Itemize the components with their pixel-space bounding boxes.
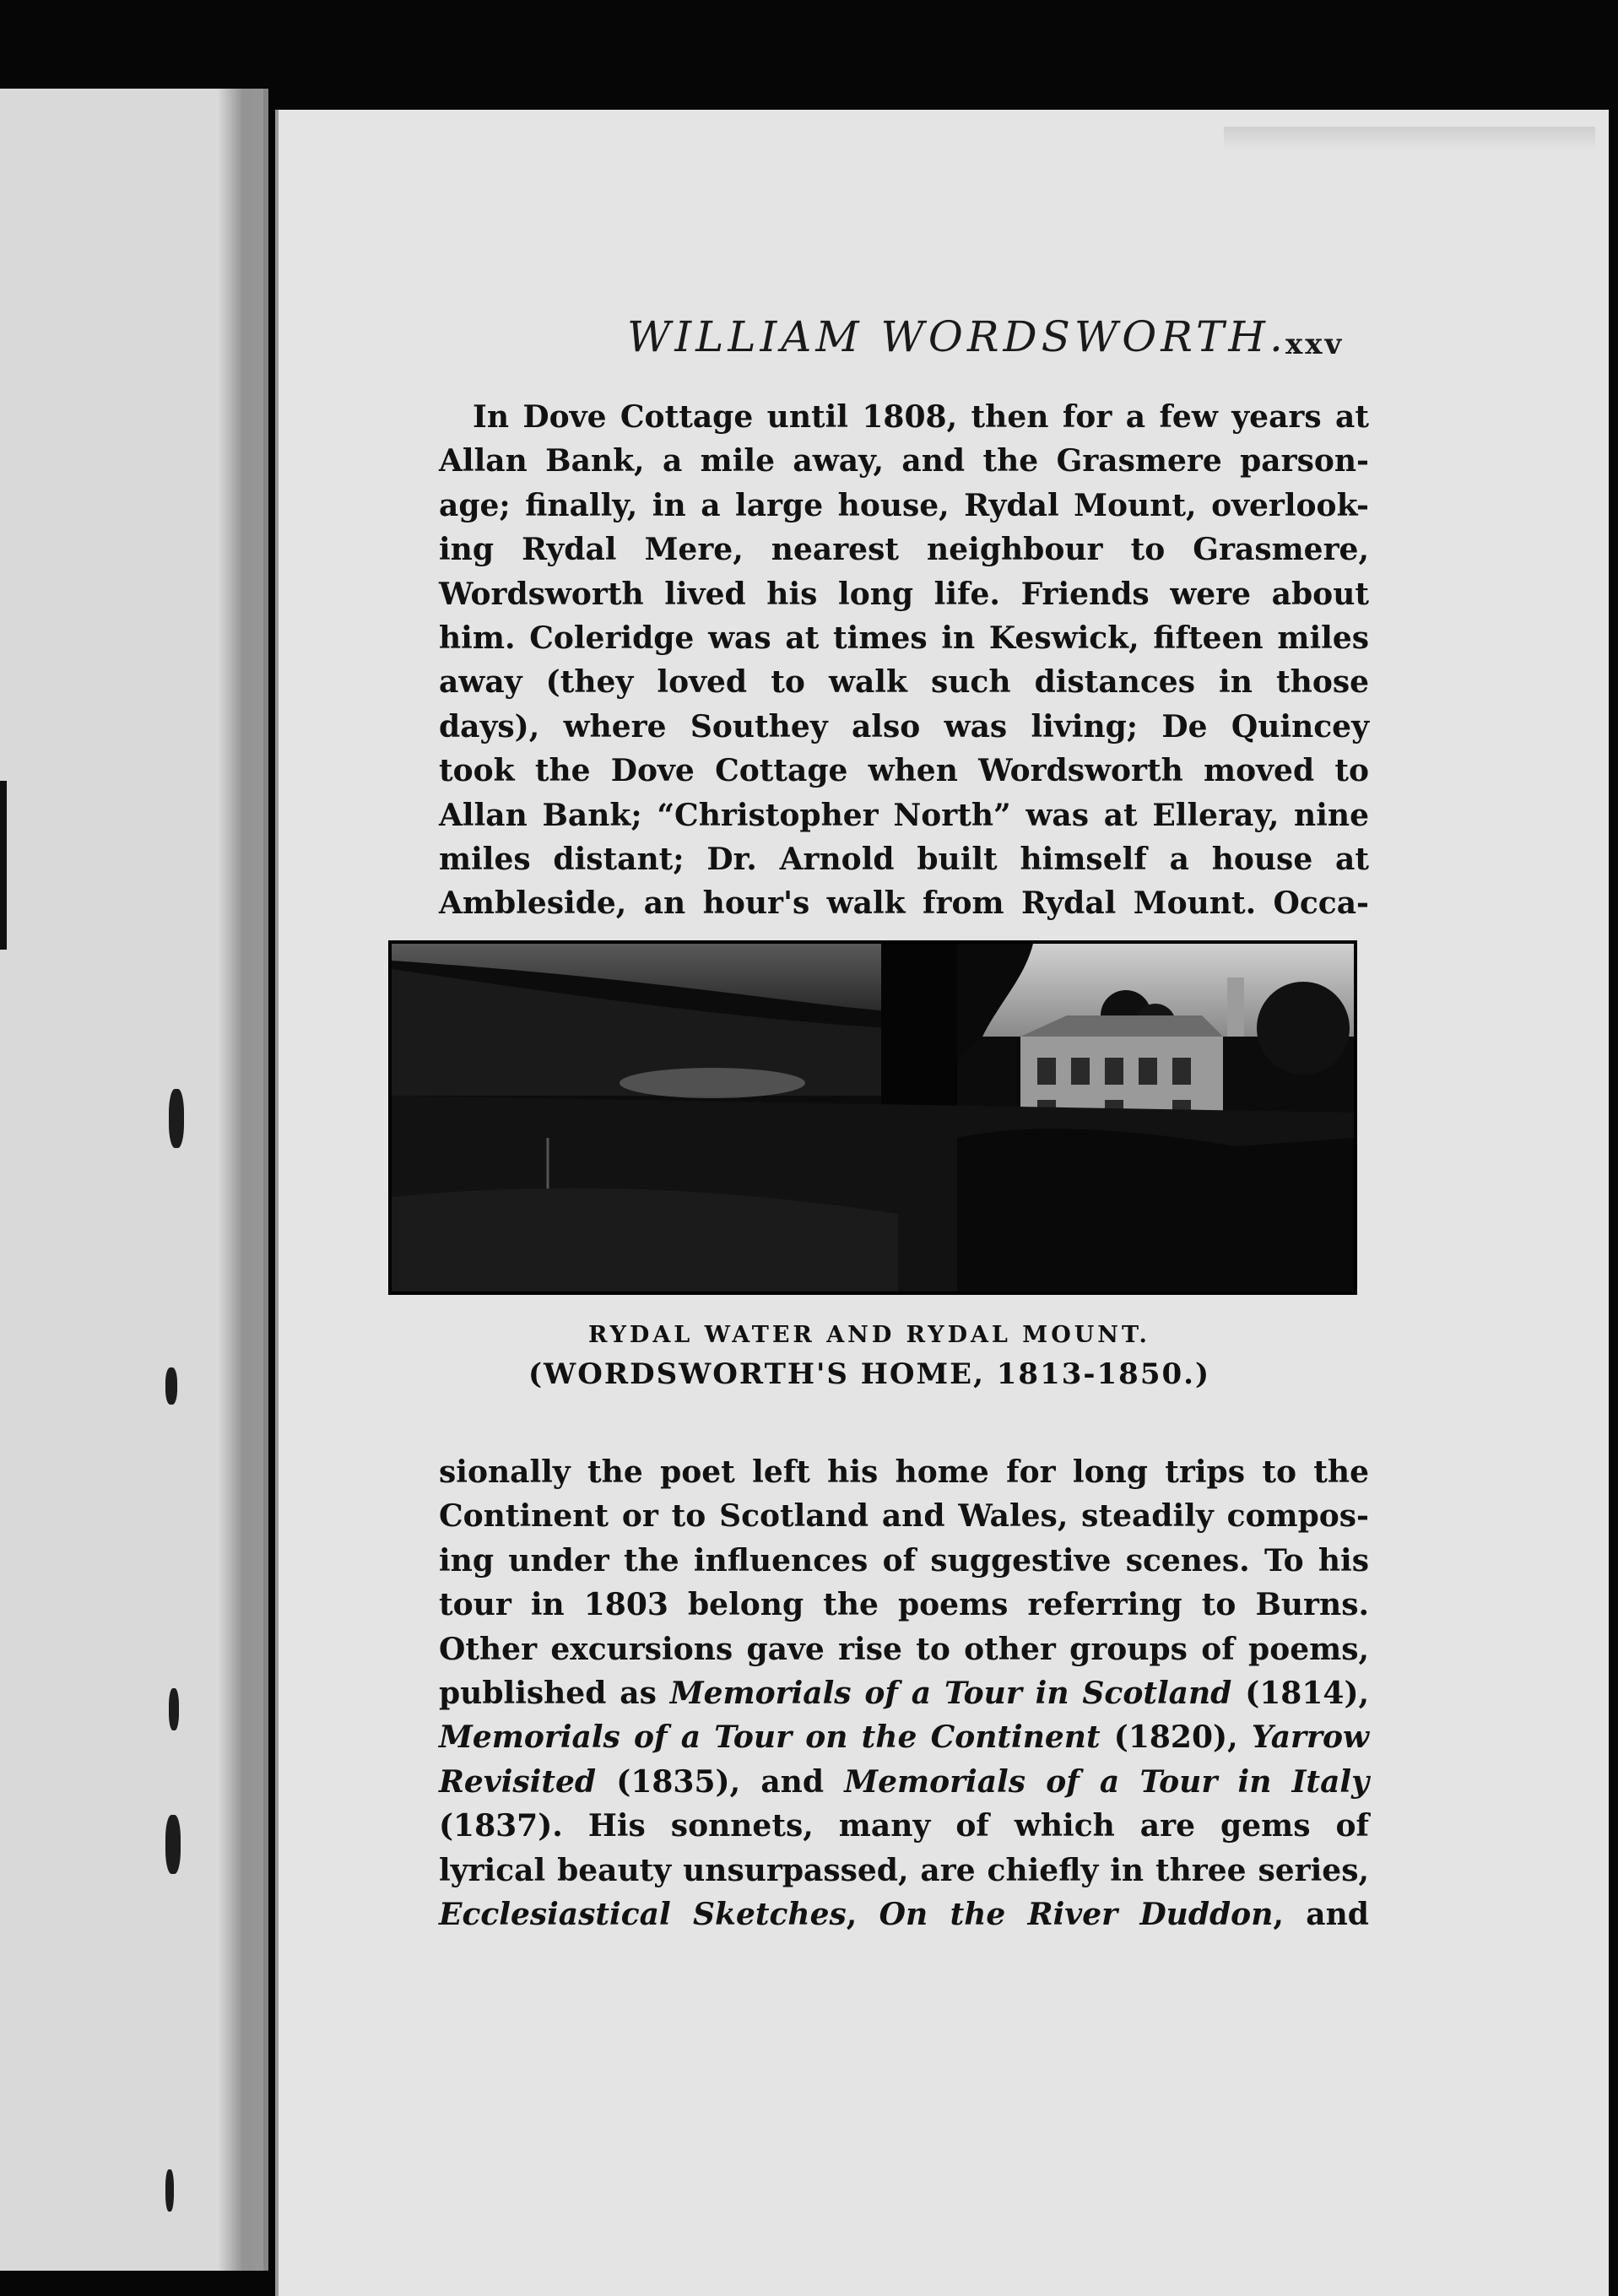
italic-title: Memorials of a Tour in Italy <box>844 1763 1369 1800</box>
text-line: ing Rydal Mere, nearest neighbour to Grasmere, <box>439 532 1369 568</box>
text-line <box>439 1494 1369 1538</box>
ink-blot <box>165 1815 181 1874</box>
text-line <box>439 1583 1369 1627</box>
paragraph-before-figure <box>439 395 1369 926</box>
text-line <box>439 1849 1369 1893</box>
text-run: (1835), and <box>596 1763 845 1800</box>
text-run: (1814), <box>1231 1676 1370 1712</box>
text-line: age; finally, in a large house, Rydal Mount, overlook- <box>439 487 1369 523</box>
text-run: , <box>846 1897 879 1933</box>
ink-blot <box>169 1089 184 1148</box>
text-run: (1837). His sonnets, many of which are gems of <box>439 1808 1369 1844</box>
text-run: , and <box>1273 1897 1369 1933</box>
text-line <box>439 1804 1369 1848</box>
page-edge-shadow <box>0 781 7 950</box>
text-line: him. Coleridge was at times in Keswick, fifteen miles <box>439 620 1369 657</box>
page-number: xxv <box>1285 328 1345 361</box>
italic-title: Memorials of a Tour in Scotland <box>669 1676 1232 1712</box>
text-run: ing under the influences of suggestive scenes. To his <box>439 1542 1369 1578</box>
text-line <box>439 1893 1369 1936</box>
page-fold-shadow <box>1224 127 1595 150</box>
text-line <box>439 1715 1369 1759</box>
ink-blot <box>165 2169 174 2212</box>
text-run: sionally the poet left his home for long trips to the <box>439 1454 1369 1490</box>
text-line: took the Dove Cottage when Wordsworth moved to <box>439 753 1369 789</box>
ink-blot <box>169 1688 179 1730</box>
text-line: away (they loved to walk such distances in those <box>439 664 1369 701</box>
text-line: Allan Bank, a mile away, and the Grasmere parson- <box>439 443 1369 479</box>
text-line <box>439 1671 1369 1715</box>
text-line <box>439 1450 1369 1494</box>
text-line: In Dove Cottage until 1808, then for a few years at <box>473 399 1369 435</box>
italic-title: Yarrow <box>1251 1719 1369 1756</box>
text-line <box>439 1760 1369 1804</box>
text-run: lyrical beauty unsurpassed, are chiefly in three series, <box>439 1852 1369 1888</box>
italic-title: Ecclesiastical Sketches <box>439 1897 847 1933</box>
figure-caption-title: RYDAL WATER AND RYDAL MOUNT. <box>588 1322 1150 1348</box>
photograph-rydal-mount <box>388 940 1357 1295</box>
text-line: Wordsworth lived his long life. Friends were about <box>439 576 1369 612</box>
landscape-photo-image <box>392 944 1354 1292</box>
book-page <box>275 110 1609 2296</box>
text-run: tour in 1803 belong the poems referring to Burns. <box>439 1587 1369 1623</box>
text-line: days), where Southey also was living; De Quincey <box>439 708 1369 745</box>
running-head <box>279 312 1561 371</box>
text-line: Ambleside, an hour's walk from Rydal Mount. Occa- <box>439 885 1369 922</box>
italic-title: Revisited <box>439 1763 597 1800</box>
text-run: (1820), <box>1100 1719 1252 1756</box>
text-run: published as <box>439 1676 670 1712</box>
italic-title: Memorials of a Tour on the Continent <box>439 1719 1101 1756</box>
text-line: Allan Bank; “Christopher North” was at Elleray, nine <box>439 797 1369 833</box>
ink-blot <box>165 1367 177 1405</box>
text-run: Continent or to Scotland and Wales, steadily compos- <box>439 1498 1369 1535</box>
text-line: miles distant; Dr. Arnold built himself a house at <box>439 842 1369 878</box>
previous-page-edge <box>0 89 268 2271</box>
running-title: WILLIAM WORDSWORTH. <box>627 312 1287 361</box>
text-line <box>439 1539 1369 1583</box>
figure-caption-subtitle: (WORDSWORTH'S HOME, 1813-1850.) <box>528 1357 1211 1391</box>
text-line <box>439 1627 1369 1671</box>
italic-title: On the River Duddon <box>879 1897 1274 1933</box>
paragraph-after-figure <box>439 1450 1369 1936</box>
text-run: Other excursions gave rise to other groups of poems, <box>439 1631 1369 1667</box>
